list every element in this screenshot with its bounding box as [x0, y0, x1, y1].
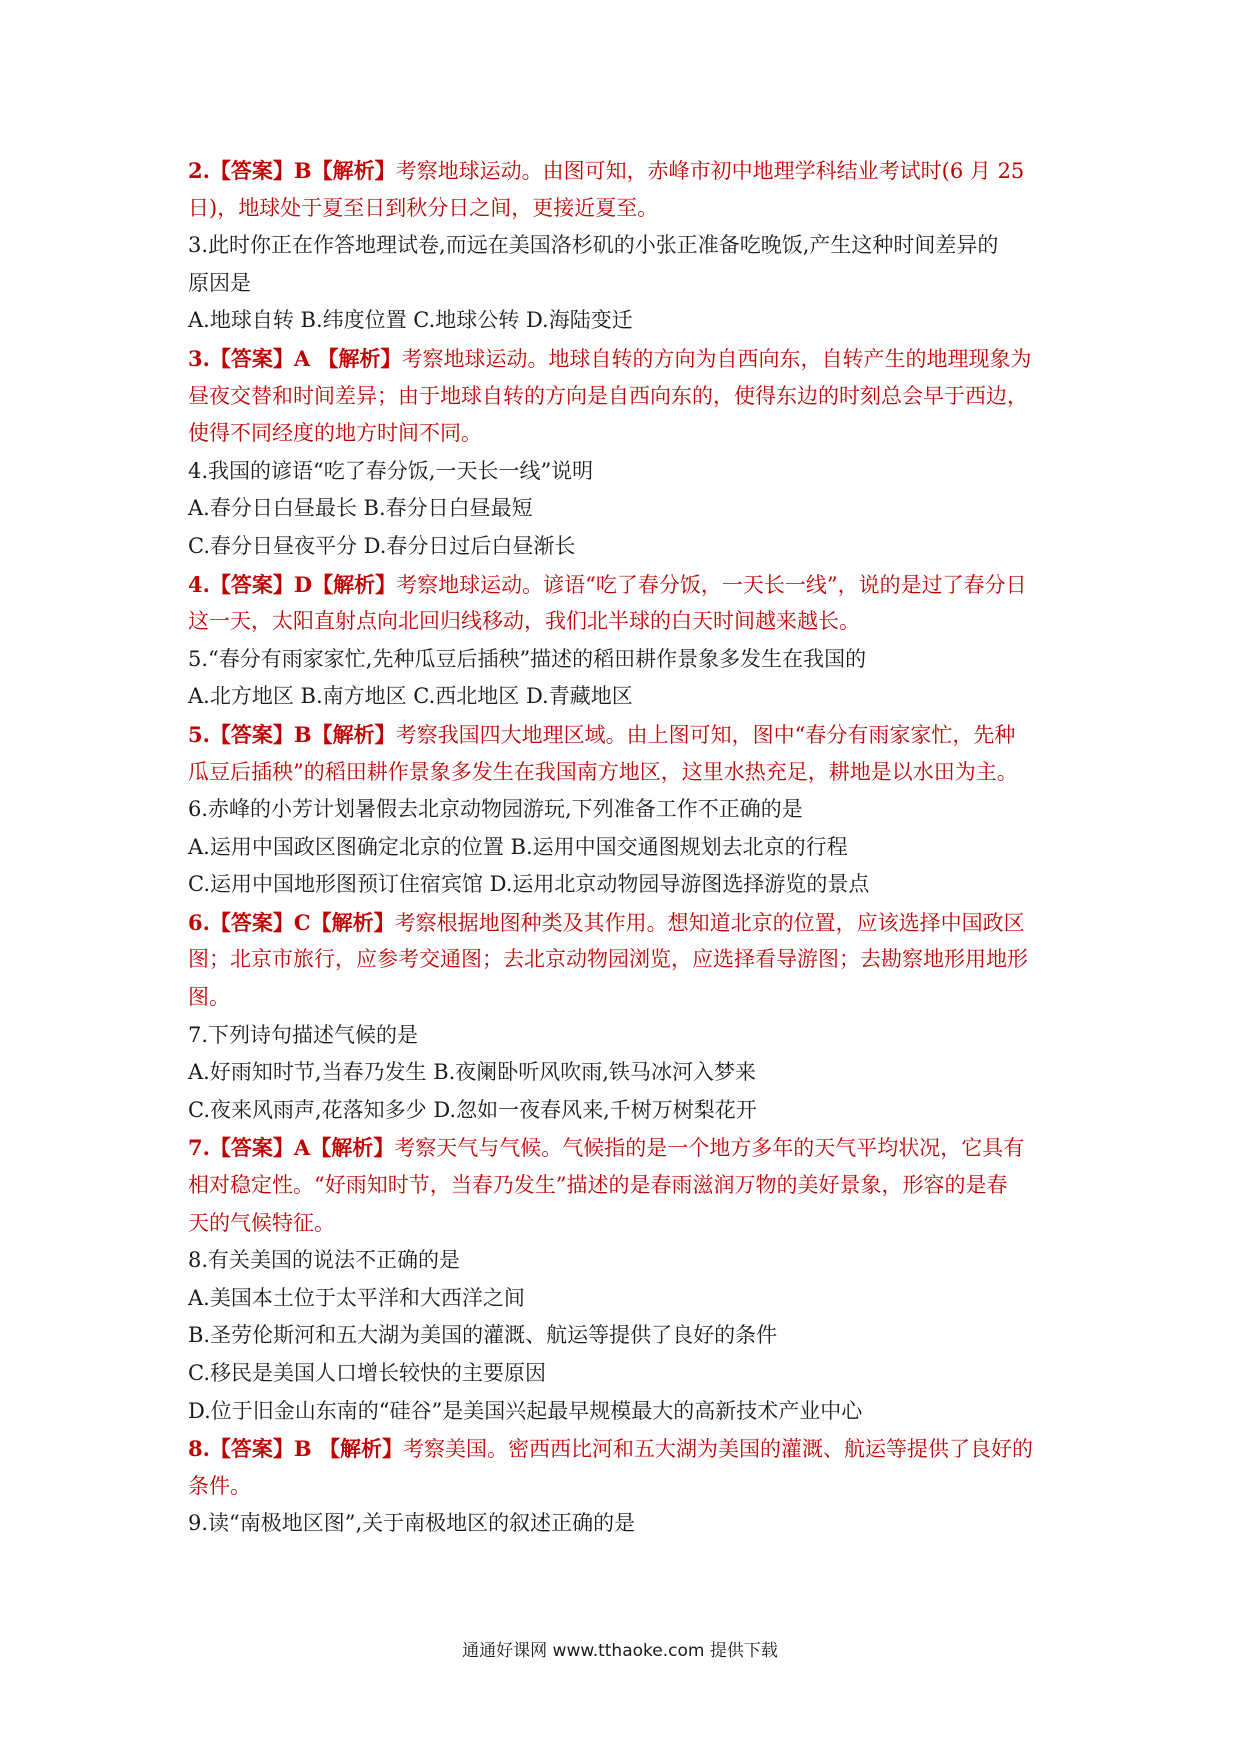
line-text: C.移民是美国人口增长较快的主要原因 — [188, 1361, 546, 1385]
answer-lead: 4.【答案】D【解析】 — [188, 571, 397, 597]
answer-line — [188, 190, 1068, 228]
answer-line — [188, 716, 1068, 754]
answer-line — [188, 340, 1068, 378]
line-text: B.圣劳伦斯河和五大湖为美国的灌溉、航运等提供了良好的条件 — [188, 1323, 778, 1348]
question-line — [188, 1242, 1068, 1280]
question-line — [188, 302, 1068, 340]
line-text: A.地球自转 B.纬度位置 C.地球公转 D.海陆变迁 — [188, 308, 633, 333]
line-text: A.春分日白昼最长 B.春分日白昼最短 — [188, 496, 533, 521]
answer-line — [188, 603, 1068, 641]
answer-line — [188, 1129, 1068, 1167]
question-line — [188, 641, 1068, 679]
line-text: C.春分日昼夜平分 D.春分日过后白昼渐长 — [188, 533, 576, 558]
question-line — [188, 1317, 1068, 1355]
answer-line — [188, 1468, 1068, 1506]
line-text: A.北方地区 B.南方地区 C.西北地区 D.青藏地区 — [188, 684, 633, 709]
line-text: 考察地球运动。谚语“吃了春分饭，一天长一线”，说的是过了春分日 — [396, 572, 1027, 597]
answer-line — [188, 1205, 1068, 1243]
question-line — [188, 1017, 1068, 1055]
line-text: 3.此时你正在作答地理试卷,而远在美国洛杉矶的小张正准备吃晚饭,产生这种时间差异的 — [188, 233, 999, 258]
answer-line — [188, 1167, 1068, 1205]
question-line — [188, 528, 1068, 566]
line-text: 考察地球运动。由图可知，赤峰市初中地理学科结业考试时(6 月 25 — [395, 159, 1025, 183]
line-text: 5.“春分有雨家家忙,先种瓜豆后插秧”描述的稻田耕作景象多发生在我国的 — [188, 646, 867, 671]
line-text: 昼夜交替和时间差异；由于地球自转的方向是自西向东的，使得东边的时刻总会早于西边， — [188, 383, 1028, 408]
document-body — [188, 152, 1068, 1543]
line-text: 考察美国。密西西比河和五大湖为美国的灌溉、航运等提供了良好的 — [402, 1437, 1033, 1462]
line-text: A.好雨知时节,当春乃发生 B.夜阑卧听风吹雨,铁马冰河入梦来 — [188, 1060, 756, 1085]
answer-lead: 8.【答案】B 【解析】 — [188, 1436, 403, 1462]
answer-line — [188, 754, 1068, 792]
line-text: 图。 — [188, 985, 230, 1010]
answer-lead: 7.【答案】A【解析】 — [188, 1135, 395, 1161]
line-text: D.位于旧金山东南的“硅谷”是美国兴起最早规模最大的高新技术产业中心 — [188, 1398, 863, 1423]
answer-line — [188, 941, 1068, 979]
answer-line — [188, 979, 1068, 1017]
line-text: 6.赤峰的小芳计划暑假去北京动物园游玩,下列准备工作不正确的是 — [188, 797, 803, 822]
question-line — [188, 265, 1068, 303]
answer-lead: 5.【答案】B【解析】 — [188, 721, 396, 747]
question-line — [188, 866, 1068, 904]
question-line — [188, 1355, 1068, 1393]
question-line — [188, 791, 1068, 829]
line-text: A.运用中国政区图确定北京的位置 B.运用中国交通图规划去北京的行程 — [188, 834, 848, 859]
line-text: C.运用中国地形图预订住宿宾馆 D.运用北京动物园导游图选择游览的景点 — [188, 872, 870, 897]
question-line — [188, 1393, 1068, 1431]
question-line — [188, 678, 1068, 716]
line-text: C.夜来风雨声,花落知多少 D.忽如一夜春风来,千树万树梨花开 — [188, 1097, 757, 1122]
answer-lead: 2.【答案】B【解析】 — [188, 158, 396, 183]
answer-line — [188, 415, 1068, 453]
answer-line — [188, 1430, 1068, 1468]
answer-line — [188, 566, 1068, 604]
answer-line — [188, 378, 1068, 416]
question-line — [188, 1054, 1068, 1092]
line-text: 7.下列诗句描述气候的是 — [188, 1022, 419, 1047]
line-text: 考察根据地图种类及其作用。想知道北京的位置，应该选择中国政区 — [394, 910, 1025, 935]
line-text: 9.读“南极地区图”,关于南极地区的叙述正确的是 — [188, 1511, 636, 1536]
question-line — [188, 490, 1068, 528]
answer-lead: 3.【答案】A 【解析】 — [188, 345, 402, 371]
line-text: 原因是 — [188, 270, 251, 295]
line-text: 4.我国的谚语“吃了春分饭,一天长一线”说明 — [188, 458, 594, 483]
question-line — [188, 1280, 1068, 1318]
line-text: 使得不同经度的地方时间不同。 — [188, 421, 482, 446]
line-text: 考察我国四大地理区域。由上图可知，图中“春分有雨家家忙，先种 — [395, 722, 1016, 747]
question-line — [188, 829, 1068, 867]
line-text: A.美国本土位于太平洋和大西洋之间 — [188, 1285, 525, 1310]
question-line — [188, 1505, 1068, 1543]
line-text: 条件。 — [188, 1473, 251, 1498]
line-text: 相对稳定性。“好雨知时节，当春乃发生”描述的是春雨滋润万物的美好景象，形容的是春 — [188, 1173, 1008, 1198]
line-text: 图；北京市旅行，应参考交通图；去北京动物园浏览，应选择看导游图；去勘察地形用地形 — [188, 947, 1028, 972]
question-line — [188, 453, 1068, 491]
answer-line — [188, 152, 1068, 190]
line-text: 考察地球运动。地球自转的方向为自西向东，自转产生的地理现象为 — [401, 346, 1032, 371]
line-text: 这一天，太阳直射点向北回归线移动，我们北半球的白天时间越来越长。 — [188, 609, 860, 634]
line-text: 天的气候特征。 — [188, 1210, 335, 1235]
answer-lead: 6.【答案】C【解析】 — [188, 909, 395, 935]
line-text: 8.有关美国的说法不正确的是 — [188, 1248, 461, 1273]
line-text: 瓜豆后插秧”的稻田耕作景象多发生在我国南方地区，这里水热充足，耕地是以水田为主。 — [188, 759, 1018, 784]
question-line — [188, 1092, 1068, 1130]
answer-line — [188, 904, 1068, 942]
page-footer: 通通好课网 www.tthaoke.com 提供下载 — [462, 1641, 778, 1661]
line-text: 日)，地球处于夏至日到秋分日之间，更接近夏至。 — [188, 195, 659, 220]
line-text: 考察天气与气候。气候指的是一个地方多年的天气平均状况，它具有 — [394, 1136, 1025, 1161]
question-line — [188, 227, 1068, 265]
